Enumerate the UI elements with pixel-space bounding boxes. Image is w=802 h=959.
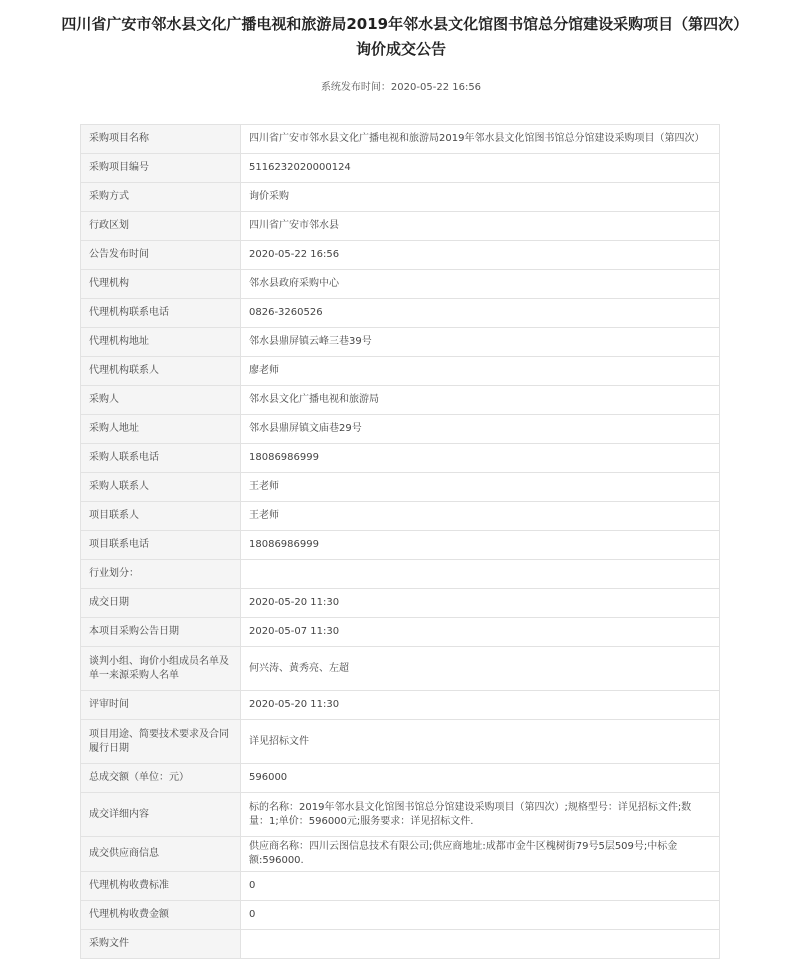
row-value: 四川省广安市邻水县文化广播电视和旅游局2019年邻水县文化馆图书馆总分馆建设采购项目（第四次） <box>241 125 720 154</box>
row-label: 代理机构联系电话 <box>81 299 241 328</box>
table-row <box>81 618 720 647</box>
row-value: 0826-3260526 <box>241 299 720 328</box>
table-row <box>81 270 720 299</box>
table-row <box>81 837 720 872</box>
row-label: 项目用途、简要技术要求及合同履行日期 <box>81 720 241 764</box>
row-value: 王老师 <box>241 502 720 531</box>
table-row <box>81 647 720 691</box>
row-value: 18086986999 <box>241 444 720 473</box>
row-label: 代理机构联系人 <box>81 357 241 386</box>
row-label: 行政区划 <box>81 212 241 241</box>
row-label: 采购方式 <box>81 183 241 212</box>
table-row <box>81 386 720 415</box>
row-value <box>241 560 720 589</box>
row-value <box>241 930 720 959</box>
row-label: 项目联系电话 <box>81 531 241 560</box>
row-label: 代理机构收费标准 <box>81 872 241 901</box>
row-value: 标的名称：2019年邻水县文化馆图书馆总分馆建设采购项目（第四次）;规格型号：详见招标文件;数量：1;单价：596000元;服务要求：详见招标文件. <box>241 793 720 837</box>
row-label: 代理机构 <box>81 270 241 299</box>
table-row <box>81 793 720 837</box>
table-row <box>81 872 720 901</box>
table-row <box>81 212 720 241</box>
row-label: 成交供应商信息 <box>81 837 241 872</box>
row-label: 总成交额（单位：元） <box>81 764 241 793</box>
row-value: 邻水县政府采购中心 <box>241 270 720 299</box>
row-label: 公告发布时间 <box>81 241 241 270</box>
row-value: 596000 <box>241 764 720 793</box>
publish-time: 系统发布时间：2020-05-22 16:56 <box>320 82 482 93</box>
table-row <box>81 125 720 154</box>
row-value: 2020-05-20 11:30 <box>241 589 720 618</box>
row-label: 采购项目编号 <box>81 154 241 183</box>
row-value: 2020-05-20 11:30 <box>241 691 720 720</box>
table-row <box>81 901 720 930</box>
row-value: 0 <box>241 872 720 901</box>
table-row <box>81 415 720 444</box>
table-row <box>81 691 720 720</box>
row-label: 谈判小组、询价小组成员名单及单一来源采购人名单 <box>81 647 241 691</box>
row-label: 成交详细内容 <box>81 793 241 837</box>
row-label: 采购人地址 <box>81 415 241 444</box>
table-row <box>81 589 720 618</box>
row-label: 采购人联系人 <box>81 473 241 502</box>
row-label: 采购文件 <box>81 930 241 959</box>
row-label: 项目联系人 <box>81 502 241 531</box>
row-value: 2020-05-07 11:30 <box>241 618 720 647</box>
row-value: 18086986999 <box>241 531 720 560</box>
row-value: 5116232020000124 <box>241 154 720 183</box>
table-row <box>81 560 720 589</box>
row-value: 邻水县文化广播电视和旅游局 <box>241 386 720 415</box>
row-label: 本项目采购公告日期 <box>81 618 241 647</box>
row-label: 采购项目名称 <box>81 125 241 154</box>
row-label: 行业划分： <box>81 560 241 589</box>
table-row <box>81 154 720 183</box>
row-value: 何兴涛、黄秀亮、左超 <box>241 647 720 691</box>
table-row <box>81 473 720 502</box>
table-row <box>81 930 720 959</box>
row-label: 代理机构收费金额 <box>81 901 241 930</box>
row-label: 成交日期 <box>81 589 241 618</box>
row-value: 供应商名称：四川云图信息技术有限公司;供应商地址:成都市金牛区槐树街79号5层509号;中标金额:596000. <box>241 837 720 872</box>
table-row <box>81 502 720 531</box>
row-value: 邻水县鼎屏镇文庙巷29号 <box>241 415 720 444</box>
table-row <box>81 328 720 357</box>
row-label: 采购人 <box>81 386 241 415</box>
table-row <box>81 299 720 328</box>
notice-title: 四川省广安市邻水县文化广播电视和旅游局2019年邻水县文化馆图书馆总分馆建设采购项目（第四次）询价成交公告 <box>61 15 741 58</box>
row-label: 代理机构地址 <box>81 328 241 357</box>
row-value: 询价采购 <box>241 183 720 212</box>
table-row <box>81 357 720 386</box>
row-value: 四川省广安市邻水县 <box>241 212 720 241</box>
row-value: 详见招标文件 <box>241 720 720 764</box>
row-label: 评审时间 <box>81 691 241 720</box>
table-row <box>81 183 720 212</box>
table-row <box>81 720 720 764</box>
row-value: 邻水县鼎屏镇云峰三巷39号 <box>241 328 720 357</box>
procurement-info-table <box>80 124 720 959</box>
row-label: 采购人联系电话 <box>81 444 241 473</box>
table-row <box>81 764 720 793</box>
table-row <box>81 531 720 560</box>
table-row <box>81 241 720 270</box>
row-value: 2020-05-22 16:56 <box>241 241 720 270</box>
row-value: 0 <box>241 901 720 930</box>
row-value: 王老师 <box>241 473 720 502</box>
row-value: 廖老师 <box>241 357 720 386</box>
table-row <box>81 444 720 473</box>
